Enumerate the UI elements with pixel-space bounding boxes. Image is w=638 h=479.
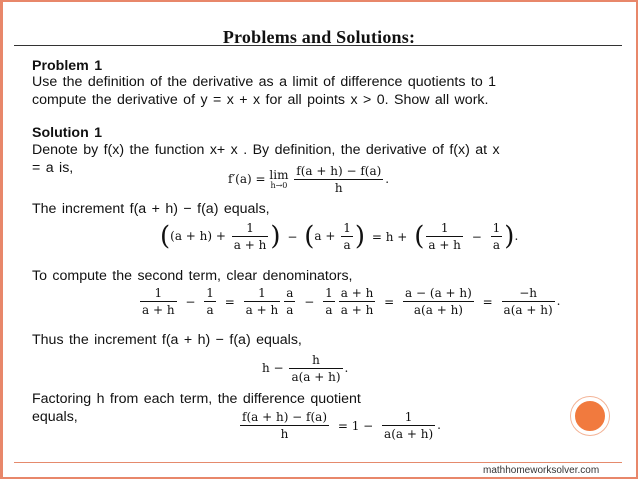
title-divider (14, 45, 622, 46)
numerator: a + h (340, 286, 374, 300)
solution-line-7: equals, (32, 409, 78, 425)
formula-text: = h + (371, 229, 408, 244)
limit-subscript: h→0 (270, 181, 288, 190)
numerator: 1 (206, 286, 214, 300)
fraction (403, 287, 474, 316)
denominator: a + h (233, 238, 267, 252)
denominator: a(a + h) (413, 303, 463, 317)
fraction (502, 287, 555, 316)
equals-sign: = (384, 294, 395, 309)
fraction (339, 287, 376, 316)
formula-text: h − (262, 361, 284, 375)
denominator: h (334, 181, 343, 195)
numerator: h (289, 354, 342, 369)
formula-increment: ((a + h) + $\frac{1}{a + h}$ ) − (a + $\frac{1}{a}$ ) = h + ( $\frac{1}{a + h}$ − $\frac{1}{a}$ ). (160, 221, 519, 252)
fraction (491, 222, 503, 251)
fraction (244, 287, 281, 316)
solution-line-4: To compute the second term, clear denominators, (32, 268, 353, 284)
fraction (323, 287, 335, 316)
solution-line-6: Factoring h from each term, the difference quotient (32, 391, 361, 407)
formula-text: a + (314, 229, 336, 243)
formula-text: (a + h) + (170, 229, 226, 243)
denominator: a(a + h) (503, 303, 553, 317)
fraction (284, 287, 295, 316)
minus-sign: − (304, 294, 315, 309)
denominator: a (492, 238, 501, 252)
problem-line-2: compute the derivative of y = x + x for all points x > 0. Show all work. (32, 92, 489, 108)
minus-sign: − (287, 229, 298, 244)
limit-operator (269, 169, 288, 190)
denominator: a(a + h) (291, 370, 341, 384)
formula-text: f′(a) = (228, 172, 266, 186)
numerator: f(a + h) − f(a) (296, 164, 382, 178)
equals-sign: = (224, 294, 235, 309)
period: . (385, 172, 390, 186)
denominator: a (325, 303, 333, 317)
slide-title: Problems and Solutions: (222, 27, 416, 47)
fraction (140, 287, 177, 316)
problem-heading: Problem 1 (32, 58, 103, 74)
fraction (204, 287, 216, 316)
footer-divider (14, 462, 622, 463)
fraction (289, 354, 342, 383)
denominator: a + h (428, 238, 461, 252)
denominator: a + h (142, 303, 175, 317)
footer-source: mathhomeworksolver.com (483, 465, 600, 476)
fraction (341, 222, 353, 251)
solution-line-1: Denote by f(x) the function x+ x . By definition, the derivative of f(x) at x (32, 142, 500, 158)
fraction (294, 165, 383, 194)
numerator: 1 (232, 222, 269, 237)
fraction (382, 411, 435, 440)
numerator: 1 (325, 286, 333, 300)
numerator: a − (a + h) (405, 286, 472, 300)
denominator: a (206, 303, 214, 317)
fraction (240, 411, 329, 440)
denominator: a + h (245, 303, 279, 317)
denominator: h (280, 427, 289, 441)
decorative-circle (571, 397, 609, 435)
denominator: a + h (340, 303, 374, 317)
numerator: f(a + h) − f(a) (242, 410, 328, 424)
formula-derivative-definition (228, 165, 389, 194)
limit-word: lim (269, 168, 289, 182)
minus-sign: − (185, 294, 196, 309)
formula-clear-denominators (138, 287, 560, 316)
formula-difference-quotient (238, 411, 441, 440)
formula-text: = 1 − (337, 418, 374, 433)
numerator: −h (502, 287, 555, 302)
numerator: 1 (492, 221, 501, 235)
fraction (426, 222, 463, 251)
solution-line-5: Thus the increment f(a + h) − f(a) equals, (32, 332, 302, 348)
numerator: 1 (426, 222, 463, 237)
equals-sign: = (482, 294, 493, 309)
numerator: 1 (244, 287, 281, 302)
minus-sign: − (471, 229, 482, 244)
period: . (437, 418, 441, 432)
problem-line-1: Use the definition of the derivative as a limit of difference quotients to 1 (32, 74, 497, 90)
fraction (232, 222, 269, 251)
numerator: 1 (140, 287, 177, 302)
numerator: 1 (382, 411, 435, 426)
period: . (556, 294, 561, 308)
denominator: a(a + h) (384, 427, 434, 441)
solution-heading: Solution 1 (32, 125, 103, 141)
solution-line-3: The increment f(a + h) − f(a) equals, (32, 201, 270, 217)
denominator: a (286, 303, 294, 317)
solution-line-2: = a is, (32, 160, 74, 176)
period: . (344, 361, 349, 375)
period: . (514, 229, 519, 243)
formula-increment-result (262, 354, 348, 383)
numerator: a (286, 286, 294, 300)
denominator: a (343, 238, 351, 252)
numerator: 1 (343, 221, 351, 235)
